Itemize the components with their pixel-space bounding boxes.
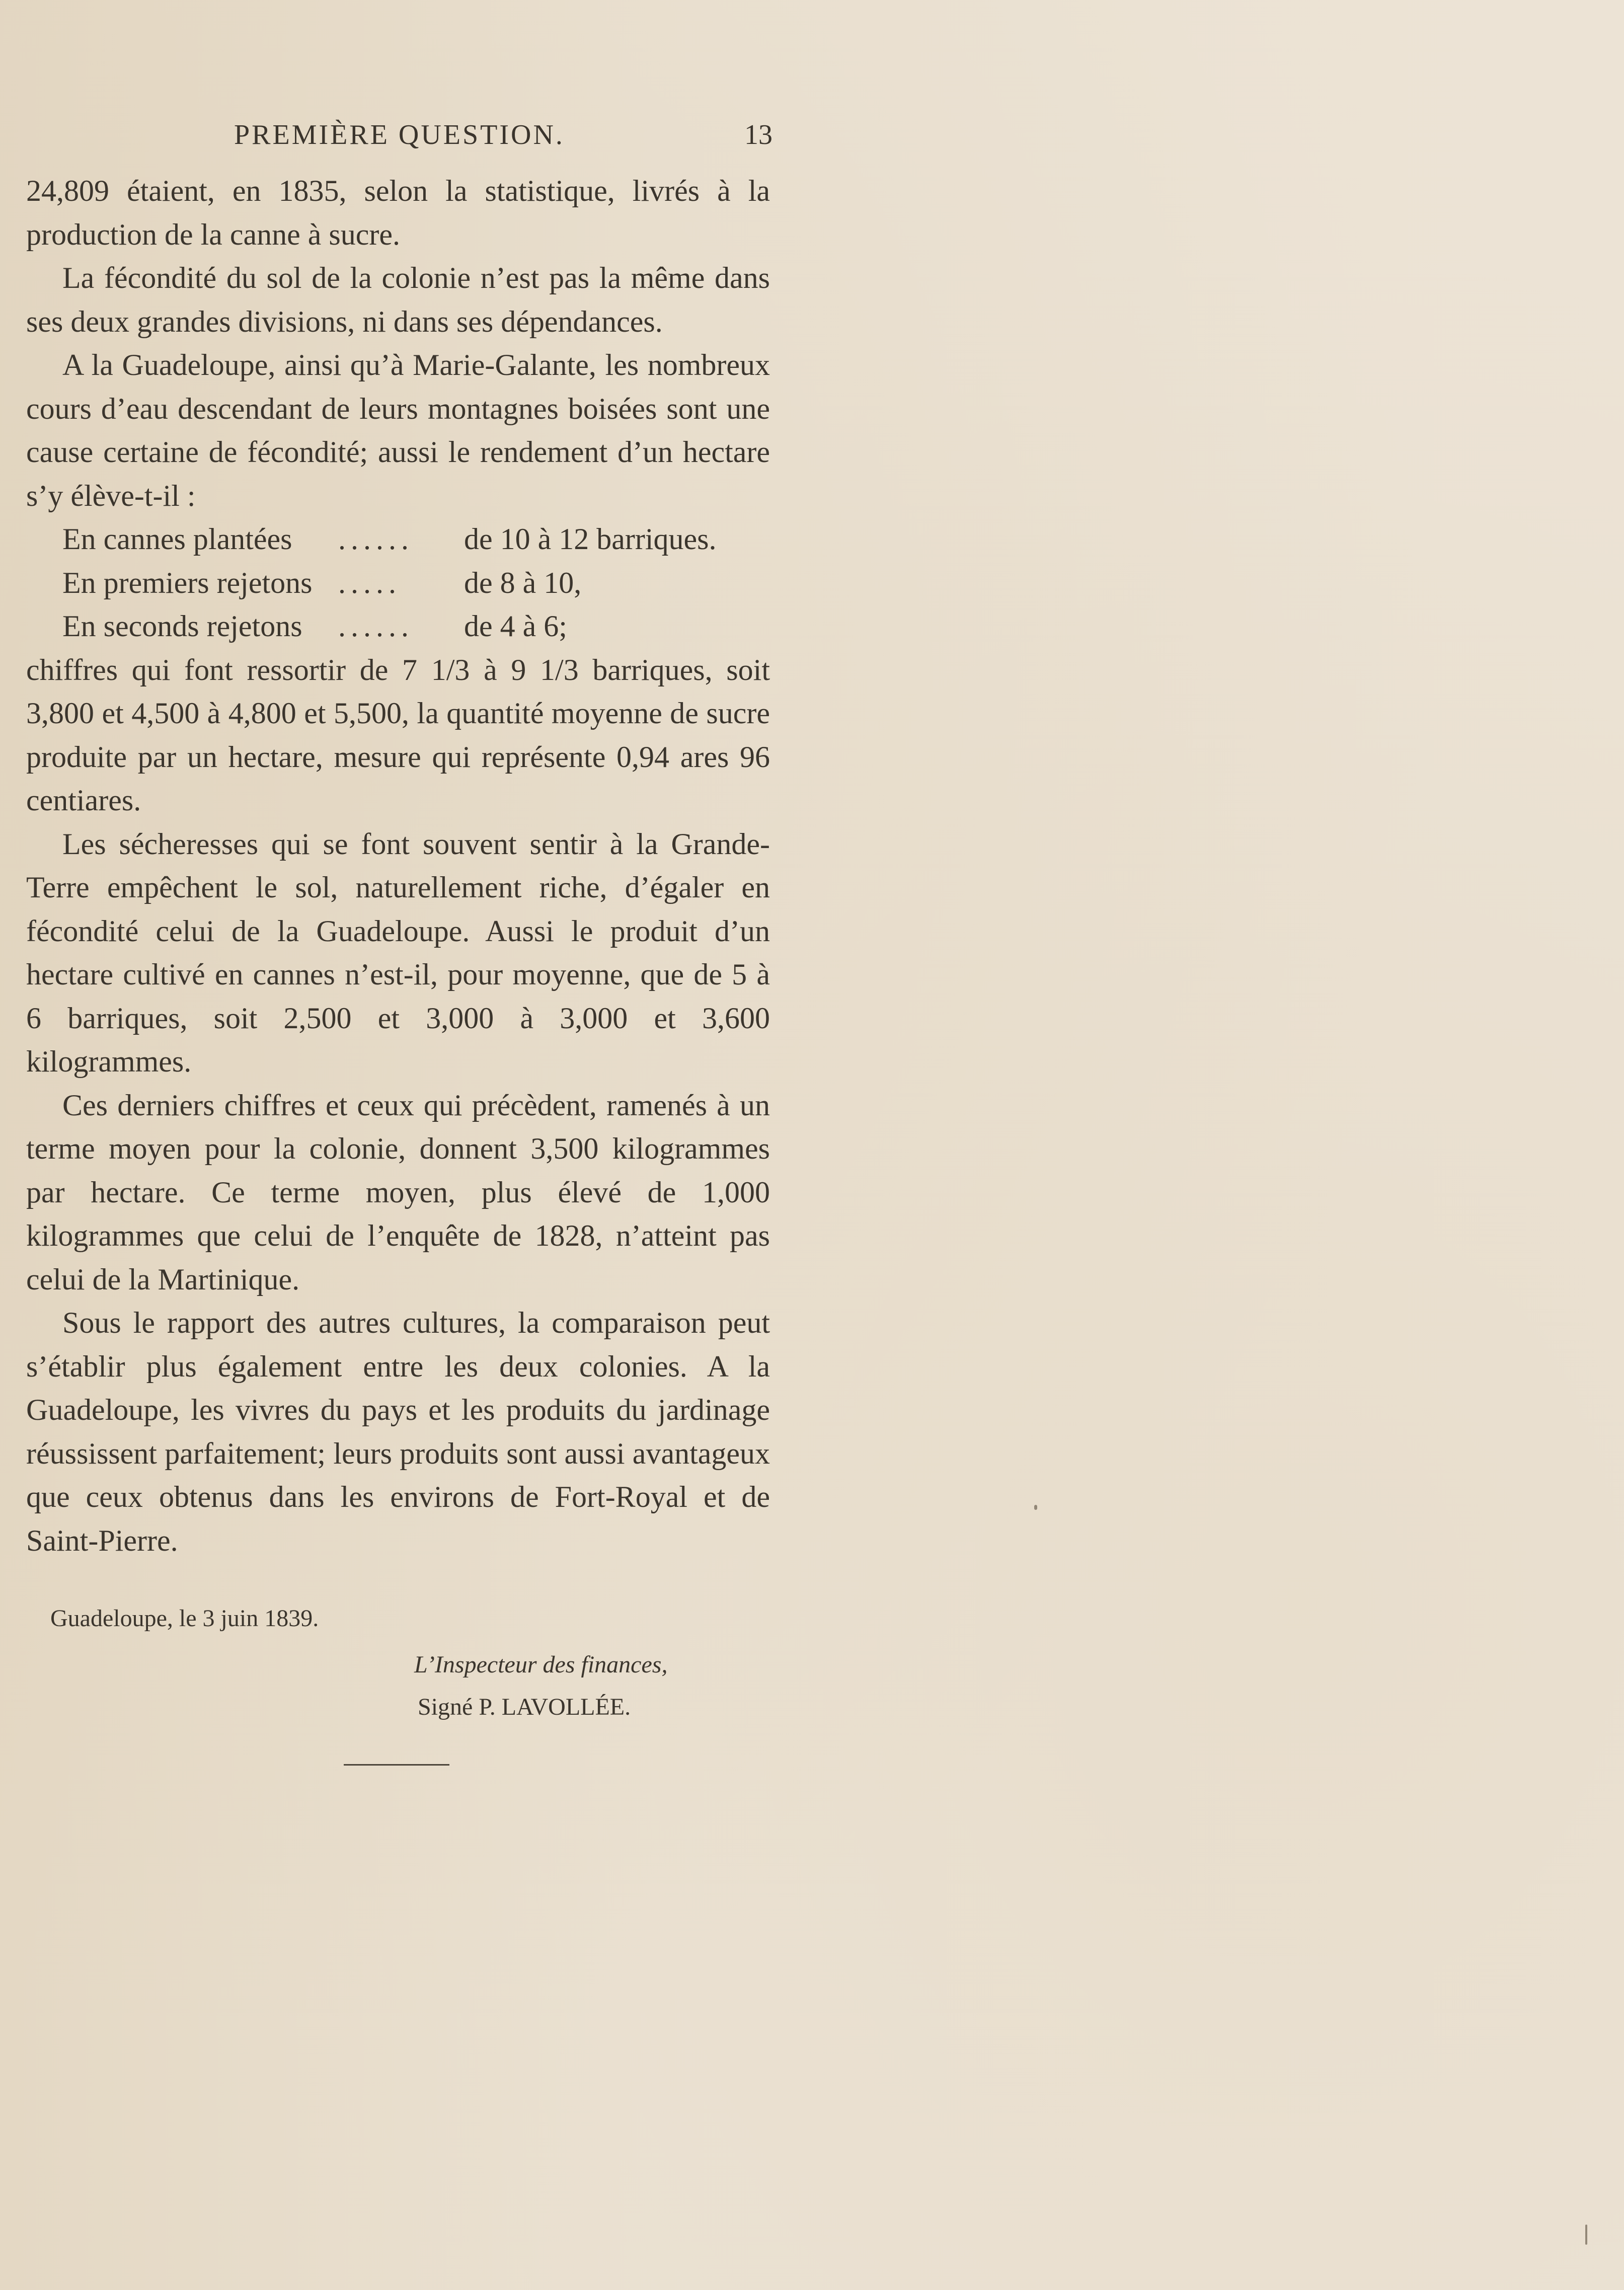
page-number: 13 — [744, 119, 772, 150]
paragraph-1: 24,809 étaient, en 1835, selon la statistique, livrés à la production de la canne à sucre. — [26, 174, 770, 251]
paragraph-7: Sous le rapport des autres cultures, la comparaison peut s’établir plus également entre les deux colonies. A la Guadeloupe, les vivres du pays et les produits du jardinage réussissent parfaitement; leurs produits sont aussi avantageux que ceux obtenus dans les environs de Fort-Royal et de Saint-Pierre. — [26, 1306, 770, 1557]
body-text — [26, 169, 770, 1562]
leader-dots: ...... — [338, 609, 414, 643]
inspector-title: L’Inspecteur des finances, — [414, 1651, 668, 1678]
running-title: PREMIÈRE QUESTION. — [234, 119, 565, 150]
paper-speck — [1034, 1505, 1037, 1510]
running-head — [234, 119, 772, 159]
yield-row — [26, 561, 770, 605]
yield-label: En cannes plantées — [62, 522, 292, 556]
yield-value: de 10 à 12 barriques. — [464, 522, 717, 556]
place-date: Guadeloupe, le 3 juin 1839. — [50, 1605, 319, 1632]
yield-row — [26, 604, 770, 648]
closing-rule — [344, 1764, 449, 1766]
yield-row — [26, 517, 770, 561]
paragraph-6: Ces derniers chiffres et ceux qui précèdent, ramenés à un terme moyen pour la colonie, donnent 3,500 kilogrammes par hectare. Ce terme moyen, plus élevé de 1,000 kilogrammes que celui de l’enquête de 1828, n’atteint pas celui de la Martinique. — [26, 1088, 770, 1296]
yield-label: En premiers rejetons — [62, 566, 313, 599]
paragraph-5: Les sécheresses qui se font souvent sentir à la Grande-Terre empêchent le sol, naturellement riche, d’égaler en fécondité celui de la Guadeloupe. Aussi le produit d’un hectare cultivé en cannes n’est-il, pour moyenne, que de 5 à 6 barriques, soit 2,500 et 3,000 à 3,000 et 3,600 kilogrammes. — [26, 827, 770, 1078]
leader-dots: ..... — [338, 566, 401, 599]
paragraph-4: chiffres qui font ressortir de 7 1/3 à 9 1/3 barriques, soit 3,800 et 4,500 à 4,800 et 5,500, la quantité moyenne de sucre produite par un hectare, mesure qui représente 0,94 ares 96 centiares. — [26, 653, 770, 817]
yield-value: de 8 à 10, — [464, 566, 582, 599]
paper-speck — [1585, 2225, 1587, 2245]
yield-value: de 4 à 6; — [464, 609, 567, 643]
yield-label: En seconds rejetons — [62, 609, 302, 643]
yield-table — [26, 517, 770, 648]
signature: Signé P. LAVOLLÉE. — [418, 1694, 631, 1720]
paragraph-3: A la Guadeloupe, ainsi qu’à Marie-Galante, les nombreux cours d’eau descendant de leurs montagnes boisées sont une cause certaine de fécondité; aussi le rendement d’un hectare s’y élève-t-il : — [26, 348, 770, 512]
paragraph-2: La fécondité du sol de la colonie n’est pas la même dans ses deux grandes divisions, ni dans ses dépendances. — [26, 261, 770, 338]
leader-dots: ...... — [338, 522, 414, 556]
